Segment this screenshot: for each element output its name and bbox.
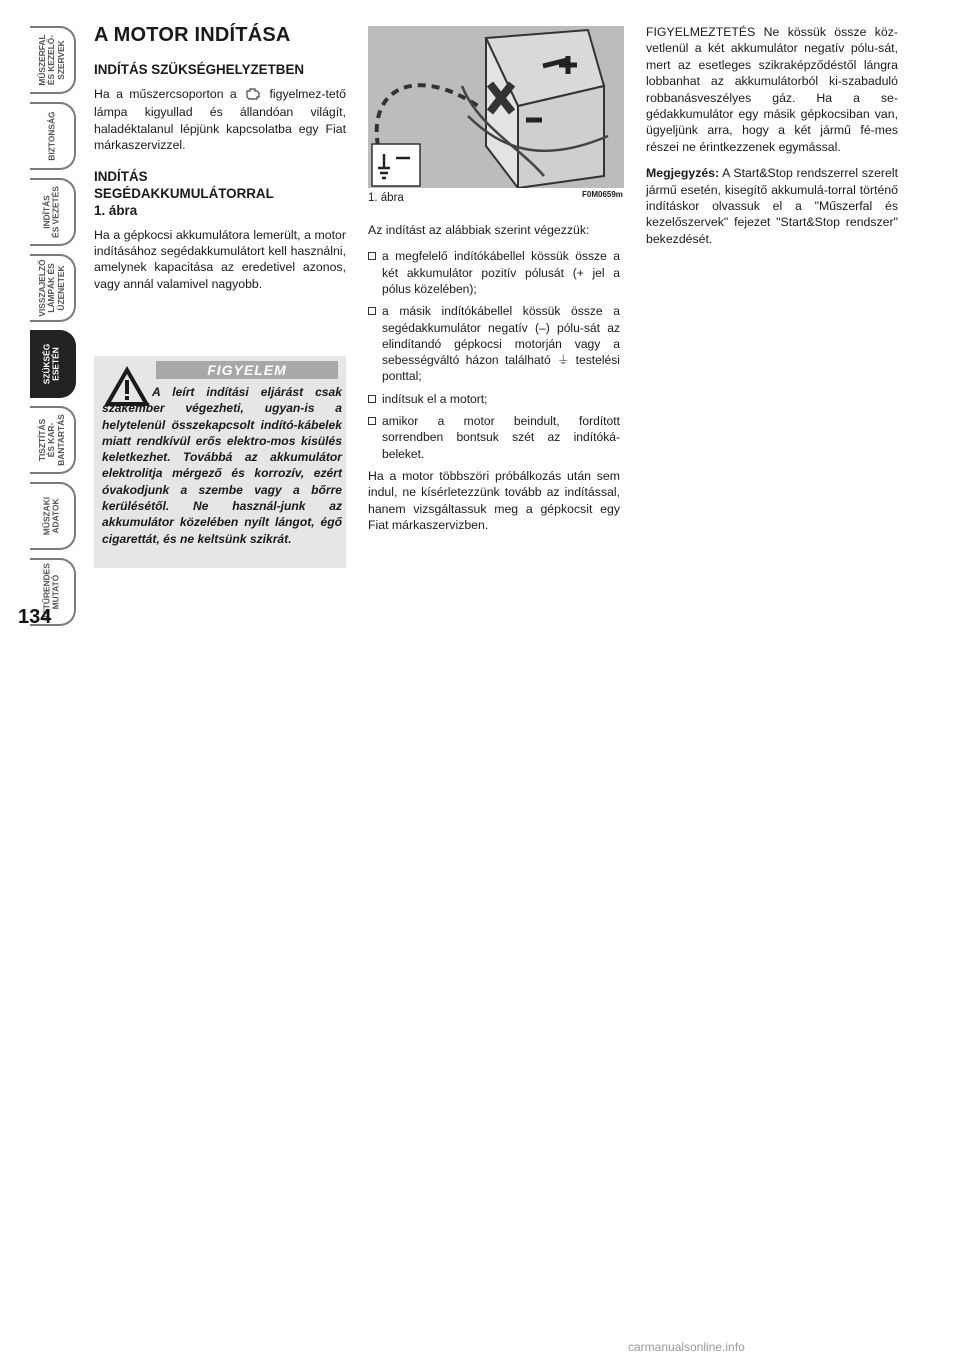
note-paragraph bbox=[646, 165, 898, 247]
heading-aux-1: INDÍTÁS bbox=[94, 168, 148, 184]
list-item-text: indítsuk el a motort; bbox=[382, 391, 488, 406]
tab-inditas[interactable] bbox=[30, 178, 76, 246]
tab-label: TISZTÍTÁS ÉS KAR- BANTARTÁS bbox=[36, 414, 66, 466]
warning-title: FIGYELEM bbox=[156, 361, 338, 379]
tab-biztonsag[interactable] bbox=[30, 102, 76, 170]
battery-figure bbox=[368, 26, 624, 188]
tab-visszajelzo[interactable] bbox=[30, 254, 76, 322]
tab-szukseg-eseten[interactable] bbox=[30, 330, 76, 398]
heading-aux-3: 1. ábra bbox=[94, 202, 138, 218]
tab-tisztitas[interactable] bbox=[30, 406, 76, 474]
paragraph-aux: Ha a gépkocsi akkumulátora lemerült, a motor indításához segédakkumulátort kell használni, amelynek kapacitása az eredetivel azonos, vagy annál valamivel nagyobb. bbox=[94, 227, 346, 291]
list-item bbox=[368, 303, 620, 384]
paragraph-emergency-start: Ha a műszercsoporton a bbox=[94, 87, 237, 101]
figure-code: F0M0659m bbox=[582, 190, 623, 199]
warning-box bbox=[94, 356, 346, 568]
chapter-tabs bbox=[30, 26, 76, 634]
tab-label: VISSZAJELZŐ LÁMPÁK ÉS ÜZENETEK bbox=[36, 259, 66, 317]
tab-label: BETŰRENDES MUTATÓ bbox=[41, 563, 61, 621]
warning-text: A leírt indítási eljárást csak szakember végezheti, ugyan-is a helytelenül összekapcsolt indító-kábelek miatt rendkívül erős elektro-mos kisülés keletkezhet. Továbbá az akkumulátor elektrolitja mérgező és korrozív, ezért óvakodjunk a szembe vagy a bőrre kerülésétől. Ne használ-junk az akkumulátor közelében nyílt lángot, égő cigarettát, és ne keltsünk szikrát. bbox=[102, 385, 342, 546]
tab-label: SZÜKSÉG ESETÉN bbox=[41, 343, 61, 385]
intro-text: Az indítást az alábbiak szerint végezzük: bbox=[368, 223, 590, 237]
list-item-text: amikor a motor beindult, fordított sorrendben bontsuk szét az indítóká-beleket. bbox=[382, 414, 620, 461]
checkbox-bullet-icon bbox=[368, 252, 376, 260]
checkbox-bullet-icon bbox=[368, 395, 376, 403]
checkbox-bullet-icon bbox=[368, 307, 376, 315]
tab-muszerfal[interactable] bbox=[30, 26, 76, 94]
column-3 bbox=[646, 24, 898, 257]
list-item bbox=[368, 248, 620, 297]
paragraph-emergency-end: figyelmez-tető lámpa kigyullad és állandóan világít, haladéktalanul lépjünk kapcsolatba egy Fiat márkaszervizzel. bbox=[94, 87, 347, 153]
outro-text: Ha a motor többszöri próbálkozás után sem indul, ne kísérletezzünk tovább az indítással, hanem vizsgáltassuk meg a gépkocsit egy Fiat márkaszervizben. bbox=[368, 468, 620, 533]
list-item bbox=[368, 391, 620, 407]
heading-emergency: INDÍTÁS SZÜKSÉGHELYZETBEN bbox=[94, 62, 305, 77]
tab-label: INDÍTÁS ÉS VEZETÉS bbox=[41, 186, 61, 238]
page-number: 134 bbox=[18, 606, 52, 628]
heading-aux-2: SEGÉDAKKUMULÁTORRAL bbox=[94, 185, 274, 201]
checkbox-bullet-icon bbox=[368, 417, 376, 425]
warning-paragraph: FIGYELMEZTETÉS Ne kössük össze köz-vetlenül a két akkumulátor negatív pólu-sát, mert az esetleges szikraképződéstől lángra lobbanhat az akkumulátorból ki-szabaduló robbanásveszélyes gáz. Ha a se-gédakkumulátor egy másik gépkocsiban van, ügyeljünk arra, hogy a két jármű fé-mes részei ne érintkezzenek egymással. bbox=[646, 25, 898, 154]
tab-label: MŰSZAKI ADATOK bbox=[41, 496, 61, 536]
column-2 bbox=[368, 222, 620, 544]
list-item-text: a megfelelő indítókábellel kössük össze a két akkumulátor pozitív pólusát (+ jel a pólus közelében); bbox=[382, 249, 620, 296]
tab-muszaki-adatok[interactable] bbox=[30, 482, 76, 550]
column-1 bbox=[94, 24, 346, 302]
figure-caption: 1. ábra bbox=[368, 192, 404, 204]
list-item-text: a másik indítókábellel kössük össze a segédakkumulátor negatív (–) pólu-sát az elindítandó gépkocsi motorján vagy a sebességváltó házon található ⏚ testelési ponttal; bbox=[382, 304, 620, 384]
note-label: Megjegyzés: bbox=[646, 166, 720, 181]
tab-label: MŰSZERFAL ÉS KEZELŐ- SZERVEK bbox=[36, 34, 66, 86]
paragraph-emergency bbox=[94, 86, 346, 154]
engine-warning-icon bbox=[245, 88, 261, 104]
page-title: A MOTOR INDÍTÁSA bbox=[94, 24, 291, 46]
list-item bbox=[368, 413, 620, 462]
tab-label: BIZTONSÁG bbox=[46, 111, 57, 161]
watermark-footer: carmanualsonline.info bbox=[628, 1340, 745, 1354]
note-text: A Start&Stop rendszerrel szerelt jármű esetén, kisegítő akkumulá-torral történő indításkor olvassuk el a "Műszerfal és kezelőszervek" fejezet "Start&Stop rendszer" bekezdését. bbox=[646, 166, 898, 246]
